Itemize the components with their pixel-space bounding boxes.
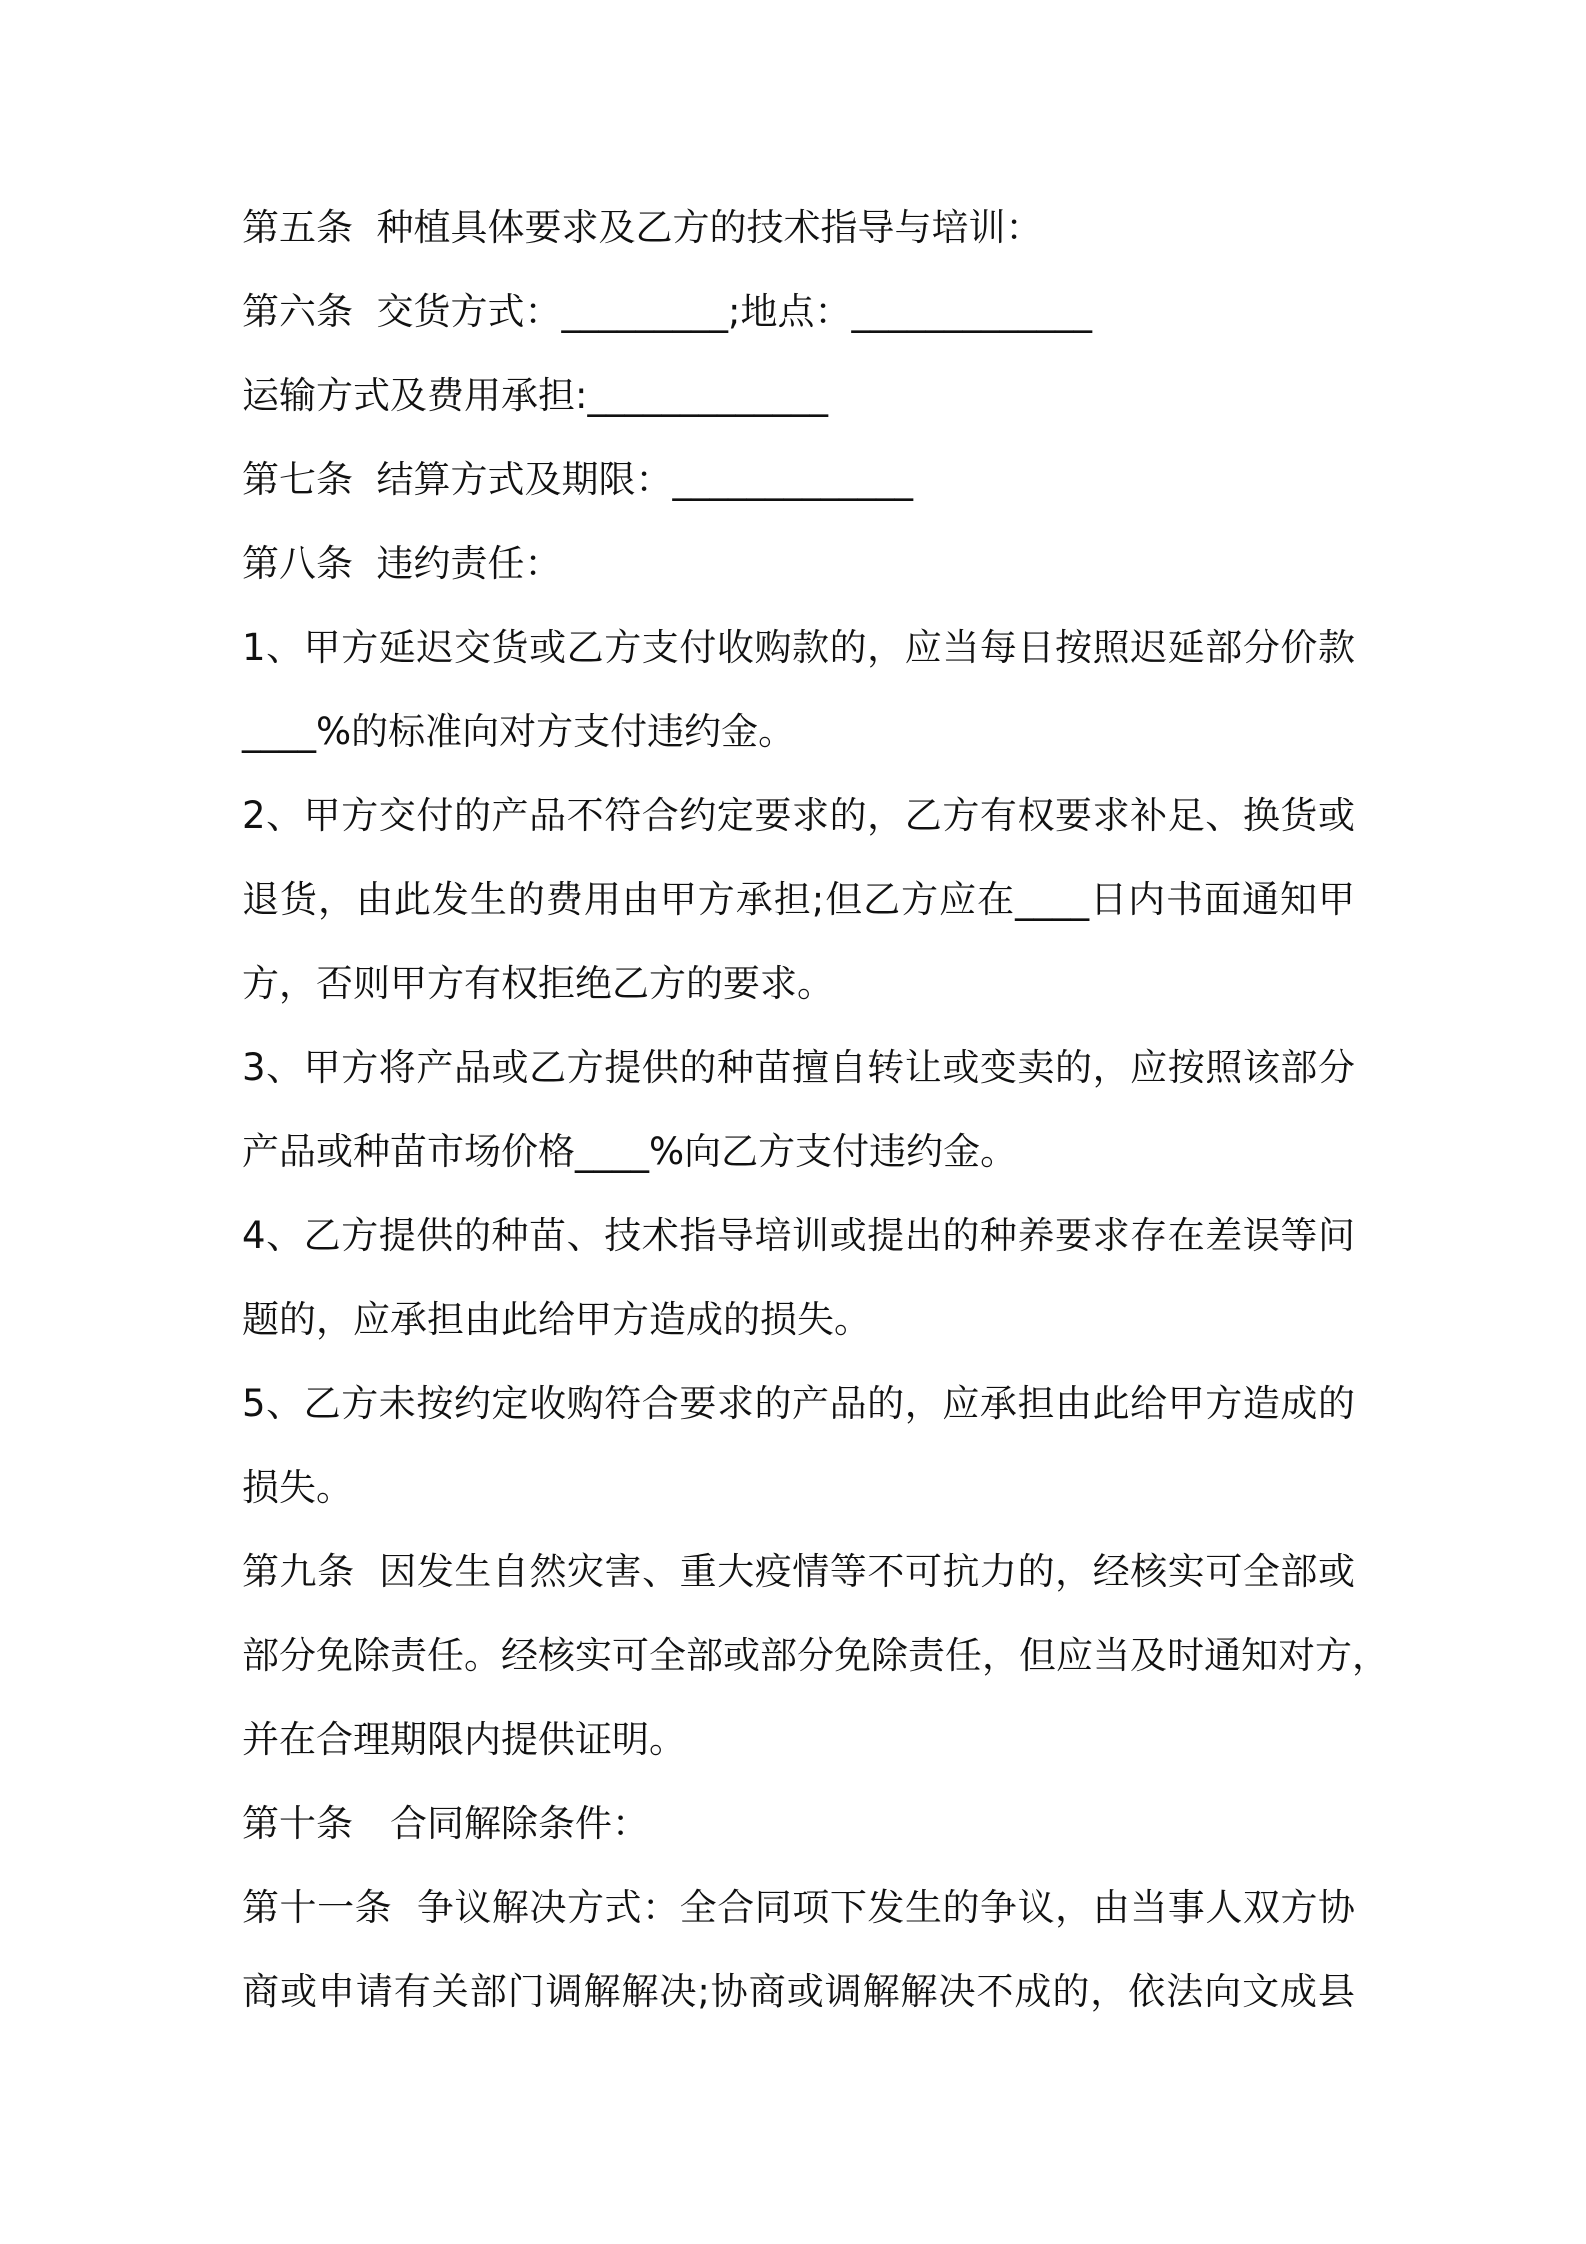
clause-8-item-1-line: ____%的标准向对方支付违约金。 [242,710,796,753]
clause-6-delivery-line: 第六条 交货方式：_________;地点：_____________ [242,290,1092,333]
clause-7 [242,438,1422,522]
clause-8-item-3-line: 产品或种苗市场价格____%向乙方支付违约金。 [242,1130,1018,1173]
clause-8 [242,522,1422,1530]
clause-11-line: 第十一条 争议解决方式：全合同项下发生的争议，由当事人双方协 [242,1886,1355,1929]
clause-8-item-1-line: 1、甲方延迟交货或乙方支付收购款的，应当每日按照迟延部分价款 [242,626,1355,669]
clause-9 [242,1530,1422,1782]
clause-9-line: 部分免除责任。经核实可全部或部分免除责任，但应当及时通知对方， [242,1634,1389,1677]
clause-8-item-2-line: 方，否则甲方有权拒绝乙方的要求。 [242,962,834,1005]
clause-5-heading: 第五条 种植具体要求及乙方的技术指导与培训： [242,206,1043,249]
clause-8-item-2 [242,774,1422,1026]
clause-10-heading: 第十条 合同解除条件： [242,1802,649,1845]
clause-6 [242,270,1422,438]
clause-8-item-5 [242,1362,1422,1530]
clause-8-item-4-line: 题的，应承担由此给甲方造成的损失。 [242,1298,871,1341]
clause-6-transport-line: 运输方式及费用承担:_____________ [242,374,828,417]
clause-8-item-3-line: 3、甲方将产品或乙方提供的种苗擅自转让或变卖的，应按照该部分 [242,1046,1355,1089]
clause-10 [242,1782,1422,1866]
clause-11-line: 商或申请有关部门调解解决;协商或调解解决不成的，依法向文成县 [242,1970,1355,2013]
clause-8-item-1 [242,606,1422,774]
clause-8-item-4 [242,1194,1422,1362]
clause-9-line: 并在合理期限内提供证明。 [242,1718,686,1761]
clause-11 [242,1866,1422,2034]
clause-8-item-3 [242,1026,1422,1194]
contract-body [242,186,1422,2034]
clause-8-item-5-line: 5、乙方未按约定收购符合要求的产品的，应承担由此给甲方造成的 [242,1382,1355,1425]
clause-5 [242,186,1422,270]
clause-9-line: 第九条 因发生自然灾害、重大疫情等不可抗力的，经核实可全部或 [242,1550,1355,1593]
clause-8-heading: 第八条 违约责任： [242,542,562,585]
clause-8-item-4-line: 4、乙方提供的种苗、技术指导培训或提出的种养要求存在差误等问 [242,1214,1355,1257]
clause-7-settlement-line: 第七条 结算方式及期限：_____________ [242,458,914,501]
clause-8-item-2-line: 退货，由此发生的费用由甲方承担;但乙方应在____日内书面通知甲 [242,878,1355,921]
clause-8-item-2-line: 2、甲方交付的产品不符合约定要求的，乙方有权要求补足、换货或 [242,794,1355,837]
clause-8-item-5-line: 损失。 [242,1466,353,1509]
